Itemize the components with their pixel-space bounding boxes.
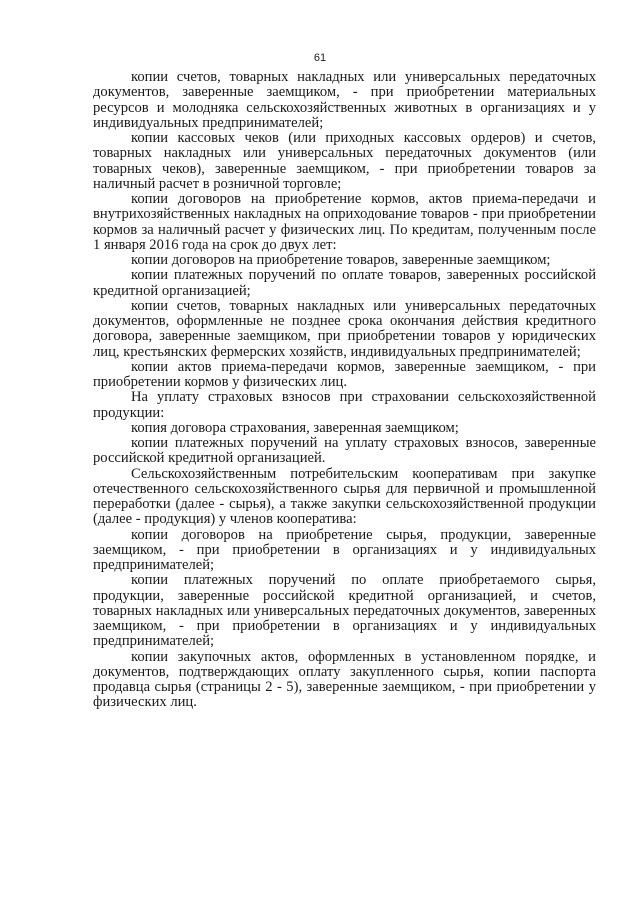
paragraph: копии договоров на приобретение товаров, заверенные заемщиком;: [131, 252, 551, 268]
paragraph: копии платежных поручений по оплате товаров, заверенных российской кредитной организацией;: [93, 267, 596, 299]
paragraph: копия договора страхования, заверенная заемщиком;: [131, 419, 459, 436]
paragraph: копии счетов, товарных накладных или универсальных передаточных документов, заверенные заемщиком, - при приобретении материальных ресурсов и молодняка сельскохозяйственных животных в организациях и у индивидуальных предпринимателей;: [93, 69, 596, 131]
body-text: [93, 70, 596, 711]
paragraph: копии закупочных актов, оформленных в установленном порядке, и документов, подтверждающих оплату закупленного сырья, копии паспорта продавца сырья (страницы 2 - 5), заверенные заемщиком, - при приобретении у физических лиц.: [93, 648, 596, 711]
paragraph: копии платежных поручений на уплату страховых взносов, заверенные российской кредитной организацией.: [93, 435, 596, 467]
paragraph: копии платежных поручений по оплате приобретаемого сырья, продукции, заверенные российской кредитной организацией, и счетов, товарных накладных или универсальных передаточных документов, заверенных заемщиком, - при приобретении в организациях и у индивидуальных предпринимателей;: [93, 572, 596, 650]
paragraph: копии кассовых чеков (или приходных кассовых ордеров) и счетов, товарных накладных или универсальных передаточных документов (или товарных чеков), заверенные заемщиком, - при приобретении товаров за наличный расчет в розничной торговле;: [93, 130, 596, 192]
paragraph: Сельскохозяйственным потребительским кооперативам при закупке отечественного сельскохозяйственного сырья для первичной и промышленной переработки (далее - сырья), а также закупки сельскохозяйственной продукции (далее - продукция) у членов кооператива:: [93, 465, 596, 528]
paragraph: копии договоров на приобретение сырья, продукции, заверенные заемщиком, - при приобретении в организациях и у индивидуальных предпринимателей;: [93, 526, 596, 573]
paragraph: копии актов приема-передачи кормов, заверенные заемщиком, - при приобретении кормов у физических лиц.: [93, 358, 596, 390]
paragraph: На уплату страховых взносов при страховании сельскохозяйственной продукции:: [93, 389, 596, 421]
paragraph: копии счетов, товарных накладных или универсальных передаточных документов, оформленные не позднее срока окончания действия кредитного договора, заверенные заемщиком, при приобретении товаров у юридических лиц, крестьянских фермерских хозяйств, индивидуальных предпринимателей;: [93, 297, 596, 360]
paragraph: копии договоров на приобретение кормов, актов приема-передачи и внутрихозяйственных накладных на оприходование товаров - при приобретении кормов за наличный расчет у физических лиц. По кредитам, полученным после 1 января 2016 года на срок до двух лет:: [93, 191, 596, 253]
page-number: 61: [313, 52, 327, 64]
